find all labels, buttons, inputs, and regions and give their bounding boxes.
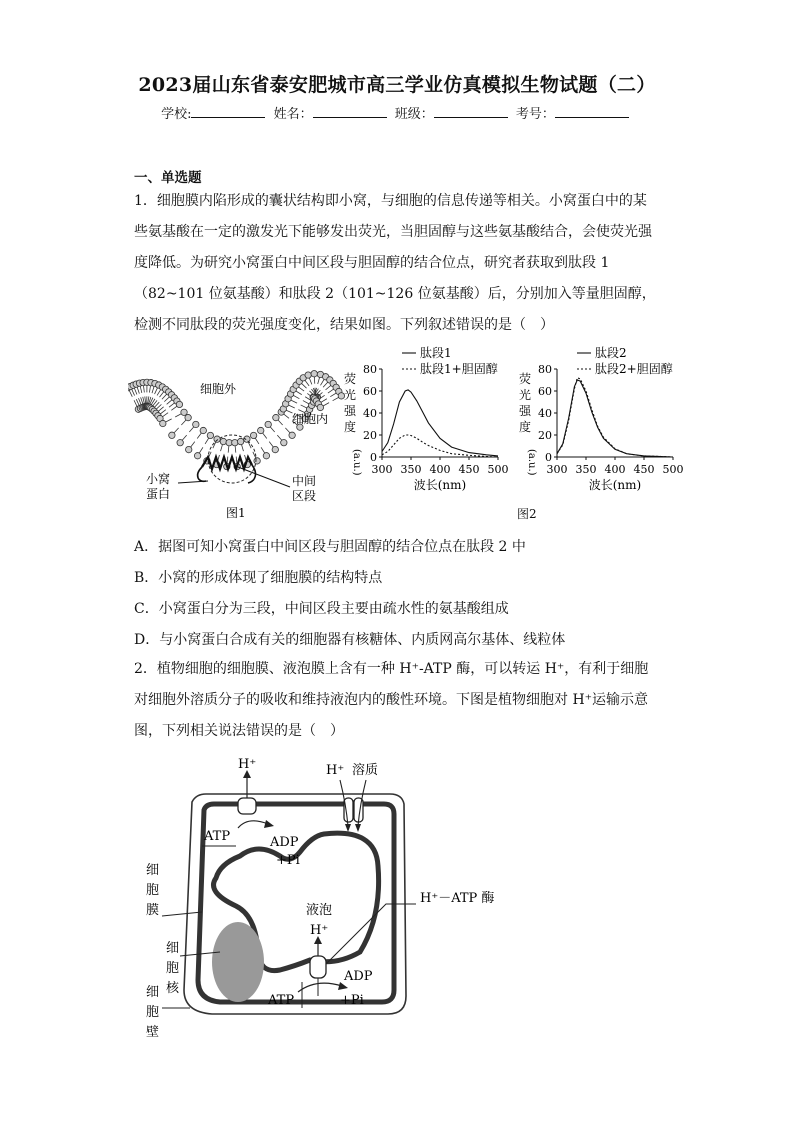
lipid-head	[237, 438, 243, 444]
middle-segment-pointer	[238, 467, 290, 487]
lipid-head	[176, 401, 182, 407]
lipid-head	[254, 458, 260, 464]
y-axis-label-char: 强	[518, 404, 532, 418]
y-tick-label: 40	[538, 407, 552, 420]
pi-bottom-label: +Pi	[340, 993, 364, 1008]
lipid-head	[194, 453, 200, 459]
y-tick-label: 60	[538, 385, 552, 398]
lipid-head	[281, 439, 287, 445]
page-title: 2023届山东省泰安肥城市高三学业仿真模拟生物试题（二）	[138, 74, 656, 96]
y-tick-label: 0	[370, 451, 377, 464]
x-tick-label: 300	[546, 463, 568, 476]
figure-1-caption: 图1	[226, 506, 246, 520]
vacuole-label: 液泡	[306, 903, 333, 918]
y-tick-label: 20	[538, 429, 552, 442]
wall-label-char-1: 细	[146, 985, 160, 1000]
atp-hydrolysis-arrow-bottom	[298, 983, 342, 992]
figure-plant-cell-h-transport	[140, 756, 520, 1046]
atp-bottom-label: ATP	[268, 993, 295, 1008]
enzyme-label: H⁺－ATP 酶	[420, 891, 495, 906]
h-in-arrowhead	[345, 824, 351, 832]
lipid-head	[272, 446, 278, 452]
y-axis-label-char: 强	[343, 404, 357, 418]
series-line-2	[557, 378, 673, 457]
x-tick-label: 300	[371, 463, 393, 476]
y-axis-unit: (a.u.)	[526, 449, 537, 476]
y-axis-label-char: 度	[518, 420, 532, 434]
x-tick-label: 350	[575, 463, 597, 476]
lipid-head	[169, 432, 175, 438]
adp-top-label: ADP	[270, 835, 299, 850]
option-c: C．小窝蛋白分为三段，中间区段主要由疏水性的氨基酸组成	[134, 601, 509, 617]
lipid-head	[311, 371, 317, 377]
lipid-head	[177, 439, 183, 445]
lipid-head	[305, 372, 311, 378]
lipid-head	[258, 427, 264, 433]
nucleus-shape	[212, 922, 264, 1002]
lipid-head	[250, 432, 256, 438]
series-line-1	[382, 390, 498, 456]
pi-top-label: +Pi	[276, 853, 300, 868]
caveolin-label-1: 小窝	[146, 472, 171, 486]
vacuole-pump	[310, 956, 326, 978]
y-axis-label-char: 光	[518, 388, 532, 402]
membrane-label-char-1: 细	[146, 863, 160, 878]
lipid-head	[265, 421, 271, 427]
figure-1-caveola	[128, 355, 353, 525]
legend-label-1: 肽段2	[595, 346, 627, 360]
y-tick-label: 40	[363, 407, 377, 420]
x-tick-label: 350	[400, 463, 422, 476]
legend-label-1: 肽段1	[420, 346, 452, 360]
h-solute-h-label: H⁺	[326, 763, 345, 778]
adp-bottom-label: ADP	[344, 969, 373, 984]
x-axis-label: 波长(nm)	[588, 478, 642, 492]
y-axis-label-char: 荧	[343, 372, 357, 386]
caveolin-tail-left	[198, 467, 206, 481]
exam-number-blank	[555, 105, 629, 118]
lipid-head	[186, 446, 192, 452]
lipid-head	[193, 421, 199, 427]
name-label: 姓名：	[273, 107, 313, 122]
middle-segment-label-2: 区段	[292, 489, 317, 503]
inside-cell-label: 细胞内	[292, 412, 329, 426]
lipid-head	[263, 453, 269, 459]
class-label: 班级：	[394, 107, 434, 122]
atp-top-label: ATP	[204, 829, 231, 844]
x-tick-label: 500	[662, 463, 684, 476]
y-tick-label: 80	[538, 363, 552, 376]
h-top-label: H⁺	[238, 757, 257, 772]
membrane-label-char-2: 胞	[146, 883, 160, 898]
lipid-head	[317, 404, 323, 410]
lipid-head	[160, 420, 166, 426]
name-blank	[313, 105, 387, 118]
solute-in-arrowhead	[355, 824, 361, 832]
y-axis-label-char: 荧	[518, 372, 532, 386]
question-1-stem: 1．细胞膜内陷形成的囊状结构即小窝，与细胞的信息传递等相关。小窝蛋白中的某些氨基酸在一定的激发光下能够发出荧光，当胆固醇与这些氨基酸结合，会使荧光强度降低。为研究小窝蛋白中间区段与胆固醇的结合位点，研究者获取到肽段 1（82~101 位氨基酸）和肽段 2（101~126 位氨基酸）后，分别加入等量胆固醇，检测不同肽段的荧光强度变化，结果如图。下列叙述错误的是（ ）	[134, 193, 656, 333]
school-label: 学校:	[161, 107, 192, 122]
wall-label-char-3: 壁	[146, 1025, 160, 1040]
x-tick-label: 450	[633, 463, 655, 476]
nucleus-label-char-2: 胞	[166, 961, 180, 976]
x-axis-label: 波长(nm)	[413, 478, 467, 492]
class-blank	[434, 105, 508, 118]
h-vacuole-label: H⁺	[310, 923, 329, 938]
atp-arrowhead-top	[264, 820, 274, 828]
lipid-head	[214, 436, 220, 442]
symporter-left	[344, 798, 353, 822]
figure-2-caption: 图2	[517, 507, 537, 521]
section-title: 一、单选题	[134, 170, 202, 186]
solute-label: 溶质	[352, 763, 379, 778]
membrane-pointer	[162, 912, 202, 916]
y-tick-label: 0	[545, 451, 552, 464]
nucleus-label-char-1: 细	[166, 941, 180, 956]
lipid-head	[273, 414, 279, 420]
nucleus-label-char-3: 核	[166, 981, 180, 996]
x-tick-label: 450	[458, 463, 480, 476]
caveolin-label-2: 蛋白	[146, 487, 171, 501]
x-tick-label: 400	[429, 463, 451, 476]
x-tick-label: 500	[487, 463, 509, 476]
legend-label-2: 肽段2+胆固醇	[595, 362, 673, 376]
question-2-stem: 2．植物细胞的细胞膜、液泡膜上含有一种 H⁺-ATP 酶，可以转运 H⁺，有利于细胞对细胞外溶质分子的吸收和维持液泡内的酸性环境。下图是植物细胞对 H⁺运输示意图，下列相关说法错误的是（ ）	[134, 661, 649, 739]
lipid-head	[207, 432, 213, 438]
y-tick-label: 60	[363, 385, 377, 398]
membrane-label-char-3: 膜	[146, 903, 160, 918]
lipid-head	[220, 438, 226, 444]
outside-cell-label: 细胞外	[200, 382, 237, 396]
y-tick-label: 20	[363, 429, 377, 442]
school-blank	[191, 105, 265, 118]
membrane-pump-top	[238, 798, 256, 814]
y-axis-unit: (a.u.)	[351, 449, 362, 476]
atp-hydrolysis-arrow-top	[238, 821, 268, 828]
figure-2-chart-peptide-2	[515, 345, 695, 505]
middle-segment-label-1: 中间	[292, 474, 317, 488]
lipid-head	[185, 414, 191, 420]
y-tick-label: 80	[363, 363, 377, 376]
y-axis-label-char: 度	[343, 420, 357, 434]
wall-label-char-2: 胞	[146, 1005, 160, 1020]
y-axis-label-char: 光	[343, 388, 357, 402]
option-a: A．据图可知小窝蛋白中间区段与胆固醇的结合位点在肽段 2 中	[134, 539, 526, 555]
figure-2-chart-peptide-1	[340, 345, 520, 505]
lipid-head	[200, 427, 206, 433]
lipid-head	[232, 439, 238, 445]
lipid-head	[289, 432, 295, 438]
student-info-line	[0, 103, 794, 122]
exam-number-label: 考号：	[515, 107, 555, 122]
option-d: D．与小窝蛋白合成有关的细胞器有核糖体、内质网高尔基体、线粒体	[134, 632, 566, 648]
option-b: B．小窝的形成体现了细胞膜的结构特点	[134, 570, 383, 586]
x-tick-label: 400	[604, 463, 626, 476]
legend-label-2: 肽段1+胆固醇	[420, 362, 498, 376]
